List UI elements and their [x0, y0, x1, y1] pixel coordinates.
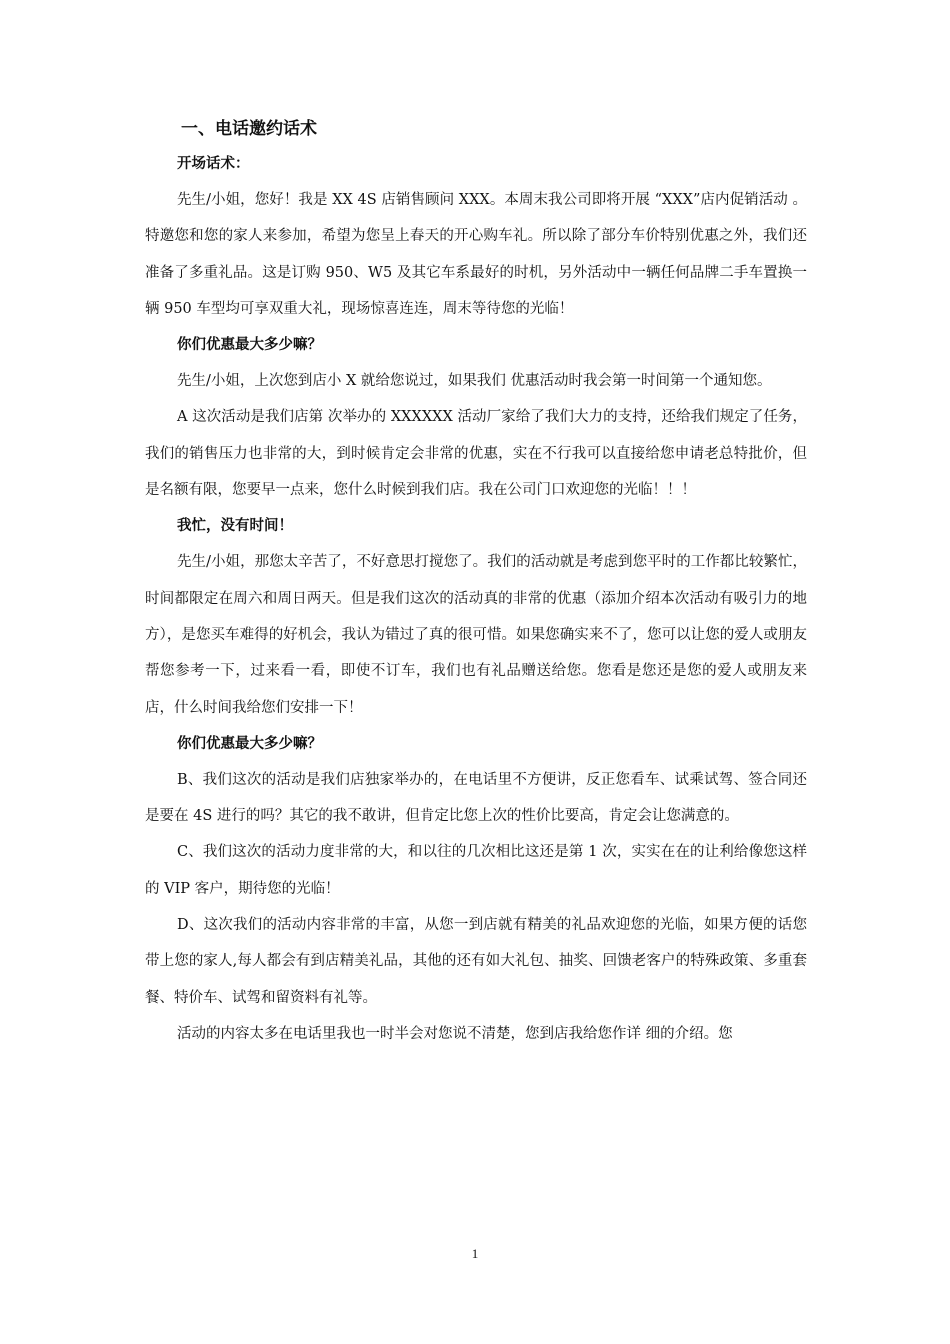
document-title: 一、电话邀约话术	[181, 119, 317, 139]
section-heading-busy: 我忙，没有时间！	[177, 518, 293, 535]
paragraph-max-discount-a: A 这次活动是我们店第 次举办的 XXXXXX 活动厂家给了我们大力的支持，还给我们规定了任务，我们的销售压力也非常的大，到时候肯定会非常的优惠，实在不行我可以直接给您申请老总特批价，但是名额有限，您要早一点来，您什么时候到我们店。我在公司门口欢迎您的光临！！！	[145, 409, 807, 499]
section-heading-max-discount: 你们优惠最大多少嘛？	[177, 337, 322, 354]
paragraph-option-c: C、我们这次的活动力度非常的大，和以往的几次相比这还是第 1 次，实实在在的让利给像您这样的 VIP 客户，期待您的光临！	[145, 844, 807, 897]
document-body	[145, 112, 807, 1052]
paragraph-closing: 活动的内容太多在电话里我也一时半会对您说不清楚，您到店我给您作详 细的介绍。您	[177, 1025, 733, 1042]
paragraph-opening: 先生/小姐，您好！我是 XX 4S 店销售顾问 XXX。本周末我公司即将开展 “XXX”店内促销活动 。特邀您和您的家人来参加，希望为您呈上春天的开心购车礼。所以除了部分车价特别优惠之外，我们还准备了多重礼品。这是订购 950、W5 及其它车系最好的时机，另外活动中一辆任何品牌二手车置换一辆 950 车型均可享双重大礼，现场惊喜连连，周末等待您的光临！	[145, 192, 807, 317]
paragraph-option-b: B、我们这次的活动是我们店独家举办的，在电话里不方便讲，反正您看车、试乘试驾、签合同还是要在 4S 进行的吗？其它的我不敢讲，但肯定比您上次的性价比要高，肯定会让您满意的。	[145, 771, 807, 825]
section-heading-opening: 开场话术：	[177, 156, 250, 172]
page-number: 1	[471, 1246, 479, 1261]
paragraph-busy: 先生/小姐，那您太辛苦了，不好意思打搅您了。我们的活动就是考虑到您平时的工作都比较繁忙，时间都限定在周六和周日两天。但是我们这次的活动真的非常的优惠（添加介绍本次活动有吸引力的地方），是您买车难得的好机会，我认为错过了真的很可惜。如果您确实来不了，您可以让您的爱人或朋友帮您参考一下，过来看一看，即使不订车，我们也有礼品赠送给您。您看是您还是您的爱人或朋友来店，什么时间我给您们安排一下！	[145, 554, 807, 716]
paragraph-max-discount-intro: 先生/小姐，上次您到店小 X 就给您说过，如果我们 优惠活动时我会第一时间第一个通知您。	[177, 373, 772, 390]
paragraph-option-d: D、这次我们的活动内容非常的丰富，从您一到店就有精美的礼品欢迎您的光临，如果方便的话您带上您的家人,每人都会有到店精美礼品，其他的还有如大礼包、抽奖、回馈老客户的特殊政策、多重套餐、特价车、试驾和留资料有礼等。	[145, 917, 807, 1006]
section-heading-max-discount-2: 你们优惠最大多少嘛？	[177, 735, 322, 752]
